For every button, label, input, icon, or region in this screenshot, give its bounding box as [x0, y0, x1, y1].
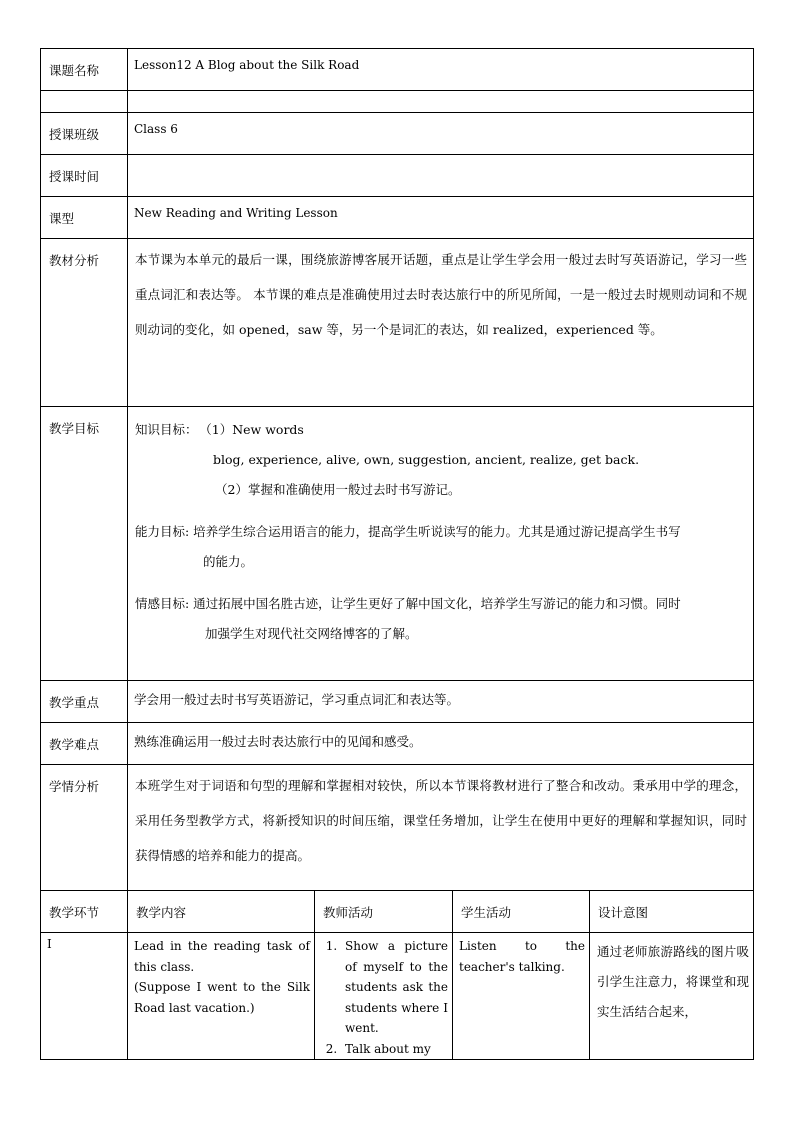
teacher-activity-list	[315, 933, 452, 1059]
goal-emotion-1: 情感目标: 通过拓展中国名胜古迹，让学生更好了解中国文化，培养学生写游记的能力和习惯。同时	[135, 596, 681, 611]
goal-knowledge-1: （1）New words	[205, 422, 304, 437]
value-type: New Reading and Writing Lesson	[128, 197, 754, 239]
step-1-content-2: (Suppose I went to the Silk Road last vacation.)	[134, 980, 310, 1015]
value-lesson-title: Lesson12 A Blog about the Silk Road	[128, 49, 754, 91]
label-goals: 教学目标	[41, 407, 128, 681]
row-lesson-title	[41, 49, 754, 91]
value-goals	[128, 407, 754, 681]
value-time	[128, 155, 754, 197]
step-1-student: Listen to the teacher's talking.	[453, 933, 590, 1060]
row-blank	[41, 91, 754, 113]
blank-cell	[41, 91, 128, 113]
teacher-activity-1: 1. Show a picture of myself to the students ask the students where I went.	[341, 936, 448, 1039]
label-class: 授课班级	[41, 113, 128, 155]
goal-emotion-2: 加强学生对现代社交网络博客的了解。	[205, 626, 418, 641]
row-goals	[41, 407, 754, 681]
lesson-plan-table	[40, 48, 754, 1060]
label-time: 授课时间	[41, 155, 128, 197]
header-stage: 教学环节	[41, 891, 128, 933]
step-1-design: 通过老师旅游路线的图片吸引学生注意力，将课堂和现实生活结合起来，	[590, 933, 754, 1060]
label-analysis: 教材分析	[41, 239, 128, 407]
step-1-teacher	[315, 933, 453, 1060]
row-students	[41, 765, 754, 891]
teacher-activity-2: 2. Talk about my	[341, 1039, 448, 1060]
value-students: 本班学生对于词语和句型的理解和掌握相对较快，所以本节课将教材进行了整合和改动。秉承用中学的理念，采用任务型教学方式，将新授知识的时间压缩，课堂任务增加，让学生在使用中更好的理解和掌握知识，同时获得情感的培养和能力的提高。	[128, 765, 754, 891]
goal-knowledge-line	[135, 415, 747, 445]
value-key-points: 学会用一般过去时书写英语游记，学习重点词汇和表达等。	[128, 681, 754, 723]
goal-knowledge-label: 知识目标：	[135, 422, 198, 437]
goal-knowledge-2: （2）掌握和准确使用一般过去时书写游记。	[215, 482, 461, 497]
row-type	[41, 197, 754, 239]
label-lesson-title: 课题名称	[41, 49, 128, 91]
header-student: 学生活动	[453, 891, 590, 933]
label-type: 课型	[41, 197, 128, 239]
goal-words: blog, experience, alive, own, suggestion, ancient, realize, get back.	[213, 452, 640, 467]
value-class: Class 6	[128, 113, 754, 155]
row-difficulty	[41, 723, 754, 765]
row-class	[41, 113, 754, 155]
value-difficulty: 熟练准确运用一般过去时表达旅行中的见闻和感受。	[128, 723, 754, 765]
header-design: 设计意图	[590, 891, 754, 933]
header-content: 教学内容	[128, 891, 315, 933]
row-key-points	[41, 681, 754, 723]
header-teacher: 教师活动	[315, 891, 453, 933]
blank-cell	[128, 91, 754, 113]
goal-ability-1: 能力目标: 培养学生综合运用语言的能力，提高学生听说读写的能力。尤其是通过游记提高学生书写	[135, 524, 681, 539]
row-step-1	[41, 933, 754, 1060]
label-difficulty: 教学难点	[41, 723, 128, 765]
goal-ability-2: 的能力。	[203, 554, 254, 569]
step-1-content	[128, 933, 315, 1060]
row-steps-header	[41, 891, 754, 933]
row-time	[41, 155, 754, 197]
step-1-stage: I	[41, 933, 128, 1060]
value-analysis: 本节课为本单元的最后一课，围绕旅游博客展开话题，重点是让学生学会用一般过去时写英语游记，学习一些重点词汇和表达等。 本节课的难点是准确使用过去时表达旅行中的所见所闻，一是一般过去时规则动词和不规则动词的变化，如 opened，saw 等，另一个是词汇的表达，如 realized，experienced 等。	[128, 239, 754, 407]
row-analysis	[41, 239, 754, 407]
label-key-points: 教学重点	[41, 681, 128, 723]
label-students: 学情分析	[41, 765, 128, 891]
step-1-content-1: Lead in the reading task of this class.	[134, 939, 310, 974]
